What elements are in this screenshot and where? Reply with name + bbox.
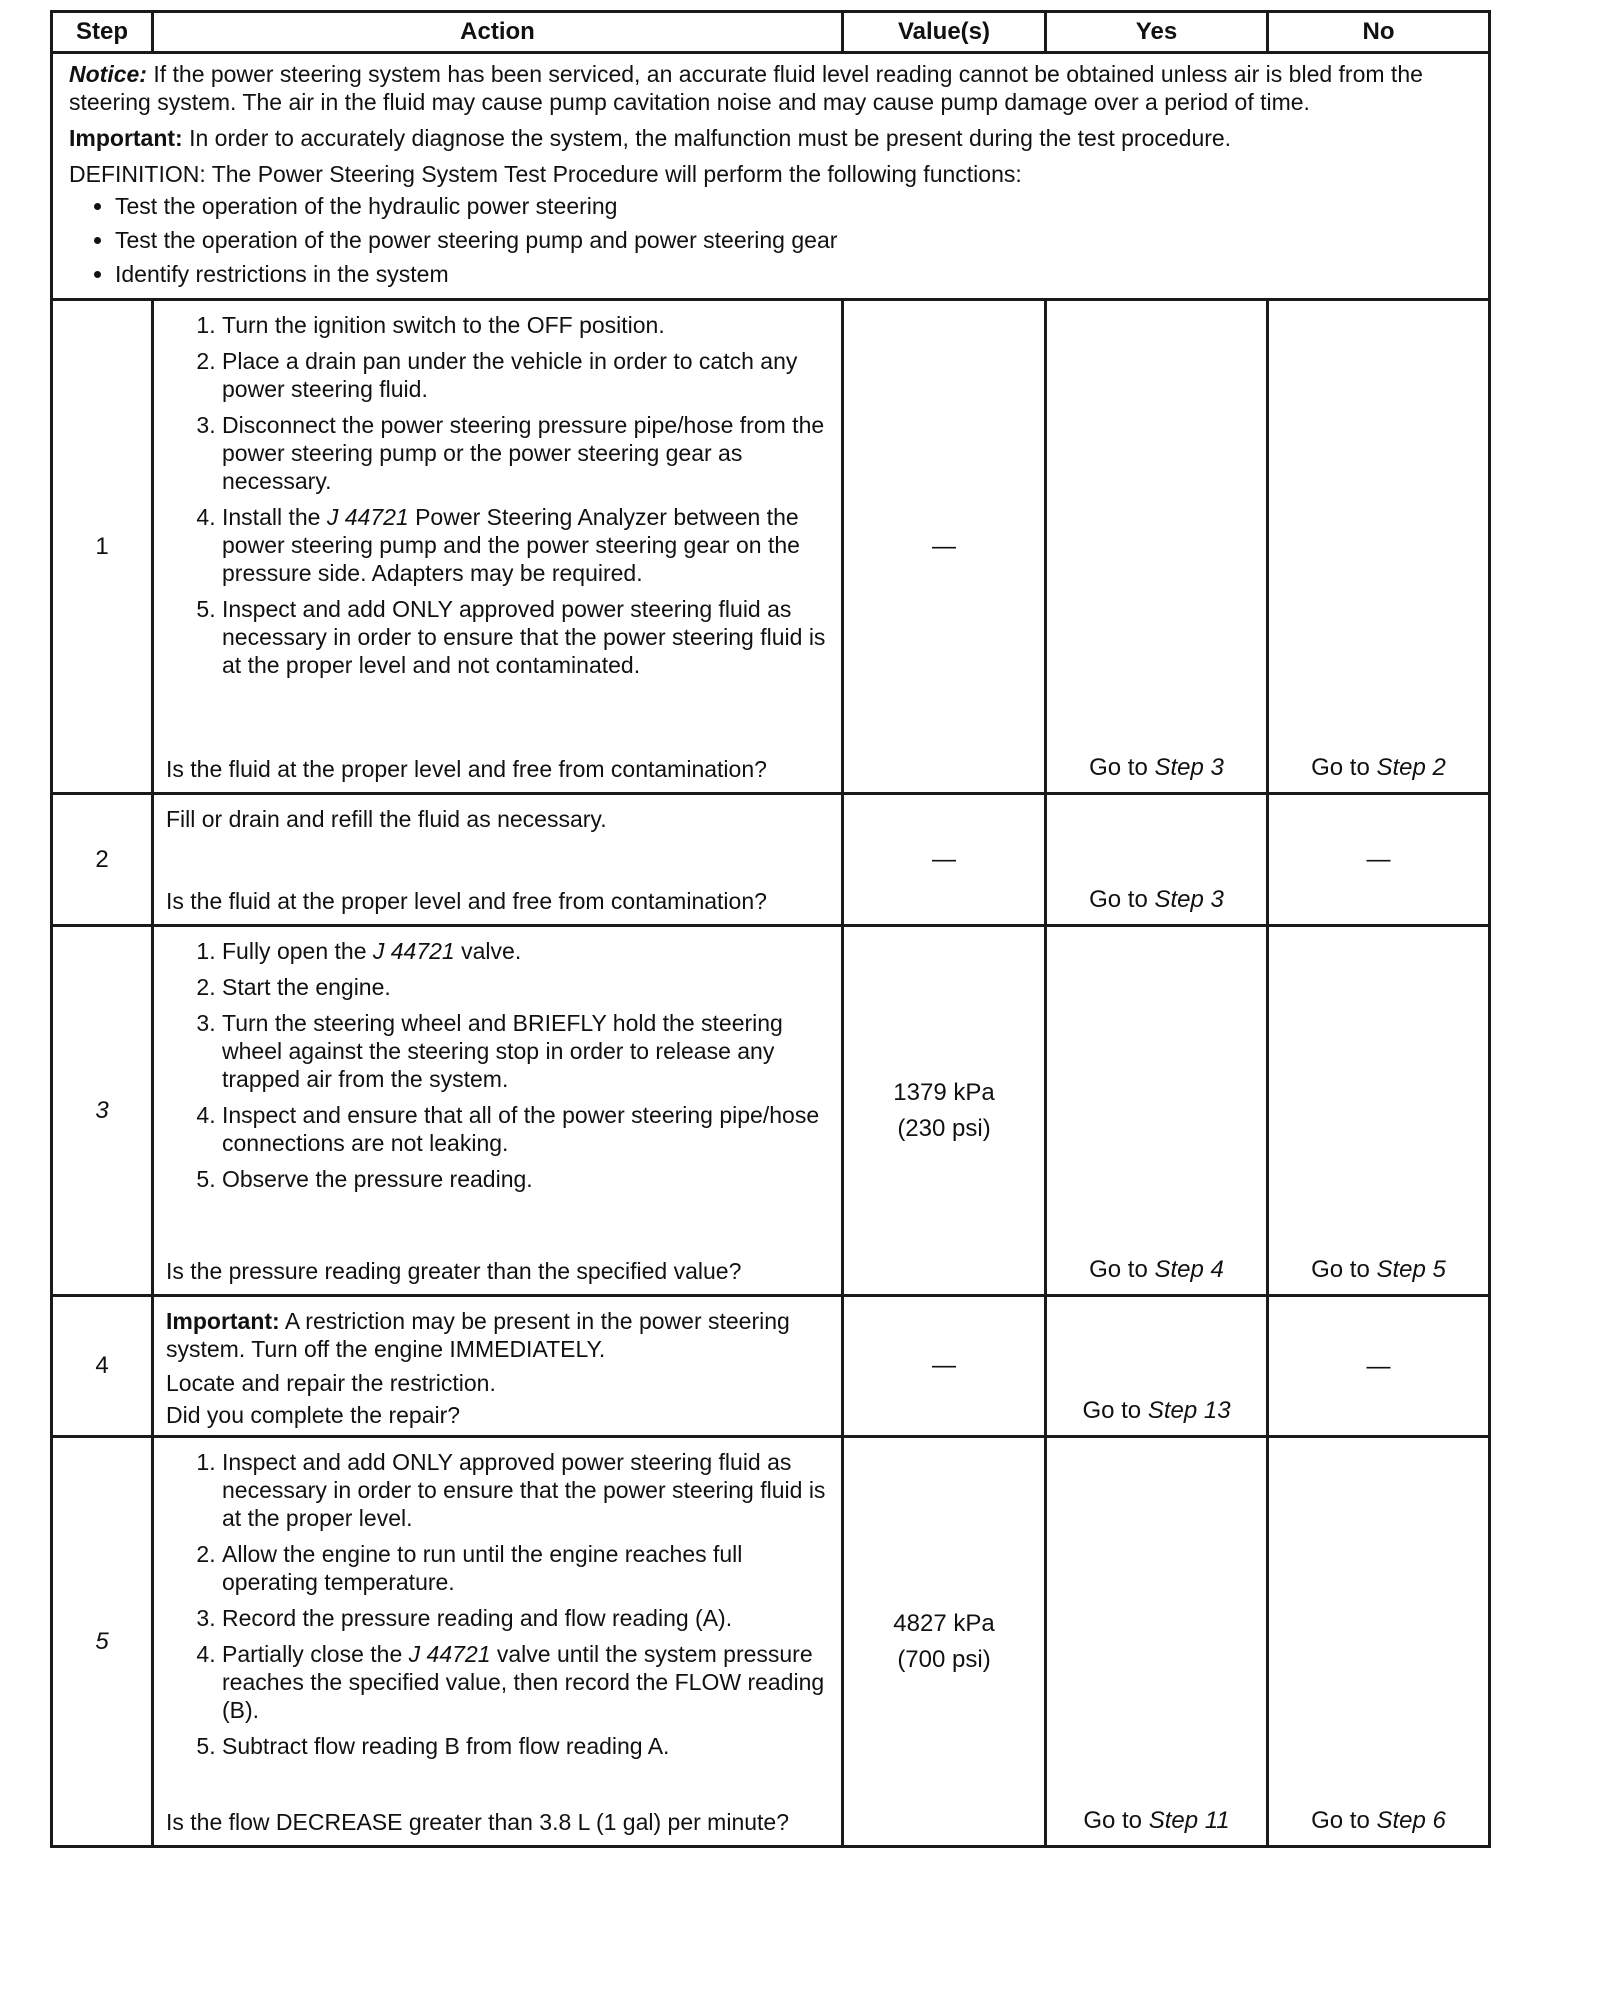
goto-prefix: Go to xyxy=(1311,1256,1377,1283)
step-row-1 xyxy=(52,300,1490,794)
step-number: 4 xyxy=(52,1296,153,1437)
yes-cell xyxy=(1046,926,1268,1296)
action-text: Install the xyxy=(222,504,327,530)
tool-name: J 44721 xyxy=(326,504,409,530)
function-item: • Identify restrictions in the system xyxy=(115,260,1472,288)
step-question: Is the fluid at the proper level and free from contamination? xyxy=(166,756,767,782)
action-cell xyxy=(153,794,843,926)
action-item xyxy=(222,503,829,587)
action-list xyxy=(166,1448,829,1768)
header-row xyxy=(52,12,1490,53)
action-item xyxy=(222,937,829,965)
action-text: valve until the system pressure reaches the specified value, then record the FLOW reading (B). xyxy=(222,1641,825,1723)
value-kpa: 4827 kPa xyxy=(893,1609,995,1637)
step-number: 1 xyxy=(52,300,153,794)
action-item: 5. Observe the pressure reading. xyxy=(222,1165,829,1193)
no-cell xyxy=(1268,926,1490,1296)
tool-name: J 44721 xyxy=(408,1641,491,1667)
important-paragraph xyxy=(166,1307,829,1363)
yes-cell xyxy=(1046,300,1268,794)
action-item: 2. Start the engine. xyxy=(222,973,829,1001)
action-item: 3. Turn the steering wheel and BRIEFLY hold the steering wheel against the steering stop in order to release any trapped air from the system. xyxy=(222,1009,829,1093)
goto-step-link[interactable]: Step 3 xyxy=(1154,886,1224,913)
important-label: Important: xyxy=(69,125,183,151)
goto-step-link[interactable]: Step 6 xyxy=(1376,1807,1446,1834)
action-item: 3. Record the pressure reading and flow reading (A). xyxy=(222,1604,829,1632)
diagnostic-table-page xyxy=(50,10,1488,1848)
function-item: • Test the operation of the power steering pump and power steering gear xyxy=(115,226,1472,254)
step-row-2 xyxy=(52,794,1490,926)
action-item: 2. Allow the engine to run until the engine reaches full operating temperature. xyxy=(222,1540,829,1596)
value-cell xyxy=(843,926,1046,1296)
definition-text: DEFINITION: The Power Steering System Test Procedure will perform the following functions: xyxy=(69,161,1022,187)
header-step: Step xyxy=(52,12,153,53)
action-item xyxy=(222,1640,829,1724)
value-cell: — xyxy=(843,1296,1046,1437)
intro-row xyxy=(52,53,1490,300)
function-item: • Test the operation of the hydraulic power steering xyxy=(115,192,1472,220)
important-label: Important: xyxy=(166,1308,280,1334)
intro-cell xyxy=(52,53,1490,300)
notice-text: If the power steering system has been serviced, an accurate fluid level reading cannot be obtained unless air is bled from the steering system. The air in the fluid may cause pump cavitation noise and may cause pump damage over a period of time. xyxy=(69,61,1423,115)
step-number: 5 xyxy=(52,1437,153,1847)
action-list xyxy=(166,311,829,687)
notice-label: Notice: xyxy=(69,61,147,87)
goto-step-link[interactable]: Step 13 xyxy=(1147,1397,1231,1424)
action-item: 2. Place a drain pan under the vehicle in order to catch any power steering fluid. xyxy=(222,347,829,403)
goto-prefix: Go to xyxy=(1311,754,1377,781)
action-cell xyxy=(153,300,843,794)
diagnostic-table xyxy=(50,10,1491,1848)
value-cell: — xyxy=(843,794,1046,926)
step-question: Is the pressure reading greater than the specified value? xyxy=(166,1258,742,1284)
action-list xyxy=(166,937,829,1201)
action-item: 4. Inspect and ensure that all of the power steering pipe/hose connections are not leaking. xyxy=(222,1101,829,1157)
action-item: 1. Inspect and add ONLY approved power steering fluid as necessary in order to ensure that the power steering fluid is at the proper level. xyxy=(222,1448,829,1532)
yes-cell xyxy=(1046,794,1268,926)
no-cell: — xyxy=(1268,794,1490,926)
goto-prefix: Go to xyxy=(1089,886,1155,913)
action-cell xyxy=(153,1296,843,1437)
goto-prefix: Go to xyxy=(1083,1807,1149,1834)
goto-prefix: Go to xyxy=(1082,1397,1148,1424)
action-item: 5. Subtract flow reading B from flow reading A. xyxy=(222,1732,829,1760)
action-text: Fill or drain and refill the fluid as necessary. xyxy=(166,806,607,832)
action-text: Locate and repair the restriction. xyxy=(166,1370,496,1396)
step-row-5 xyxy=(52,1437,1490,1847)
important-text: In order to accurately diagnose the system, the malfunction must be present during the test procedure. xyxy=(182,125,1232,151)
notice-paragraph xyxy=(69,60,1472,116)
step-number: 3 xyxy=(52,926,153,1296)
important-paragraph xyxy=(69,124,1472,152)
header-values: Value(s) xyxy=(843,12,1046,53)
value-psi: (700 psi) xyxy=(897,1645,991,1673)
tool-name: J 44721 xyxy=(372,938,455,964)
action-item: 3. Disconnect the power steering pressure pipe/hose from the power steering pump or the power steering gear as necessary. xyxy=(222,411,829,495)
goto-step-link[interactable]: Step 5 xyxy=(1376,1256,1446,1283)
goto-step-link[interactable]: Step 11 xyxy=(1148,1807,1230,1834)
action-text: Fully open the xyxy=(222,938,373,964)
no-cell xyxy=(1268,300,1490,794)
action-text: Power Steering Analyzer between the power steering pump and the power steering gear on the pressure side. Adapters may be required. xyxy=(222,504,800,586)
value-kpa: 1379 kPa xyxy=(893,1078,995,1106)
action-cell xyxy=(153,1437,843,1847)
action-text: valve. xyxy=(454,938,522,964)
step-number: 2 xyxy=(52,794,153,926)
value-cell xyxy=(843,1437,1046,1847)
action-item: 5. Inspect and add ONLY approved power steering fluid as necessary in order to ensure that the power steering fluid is at the proper level and not contaminated. xyxy=(222,595,829,679)
value-psi: (230 psi) xyxy=(897,1114,991,1142)
header-no: No xyxy=(1268,12,1490,53)
yes-cell xyxy=(1046,1437,1268,1847)
yes-cell xyxy=(1046,1296,1268,1437)
action-text: Partially close the xyxy=(222,1641,409,1667)
step-row-3 xyxy=(52,926,1490,1296)
step-question: Is the flow DECREASE greater than 3.8 L (1 gal) per minute? xyxy=(166,1809,790,1835)
goto-prefix: Go to xyxy=(1089,1256,1155,1283)
no-cell: — xyxy=(1268,1296,1490,1437)
action-item: 1. Turn the ignition switch to the OFF position. xyxy=(222,311,829,339)
function-list xyxy=(69,192,1472,288)
header-yes: Yes xyxy=(1046,12,1268,53)
goto-step-link[interactable]: Step 3 xyxy=(1154,754,1224,781)
no-cell xyxy=(1268,1437,1490,1847)
step-row-4 xyxy=(52,1296,1490,1437)
goto-step-link[interactable]: Step 2 xyxy=(1376,754,1446,781)
header-action: Action xyxy=(153,12,843,53)
important-text: A restriction may be present in the power steering system. Turn off the engine IMMEDIATELY. xyxy=(166,1308,790,1362)
step-question: Did you complete the repair? xyxy=(166,1402,461,1428)
goto-prefix: Go to xyxy=(1311,1807,1377,1834)
action-cell xyxy=(153,926,843,1296)
goto-step-link[interactable]: Step 4 xyxy=(1154,1256,1224,1283)
value-cell: — xyxy=(843,300,1046,794)
goto-prefix: Go to xyxy=(1089,754,1155,781)
step-question: Is the fluid at the proper level and free from contamination? xyxy=(166,888,767,914)
